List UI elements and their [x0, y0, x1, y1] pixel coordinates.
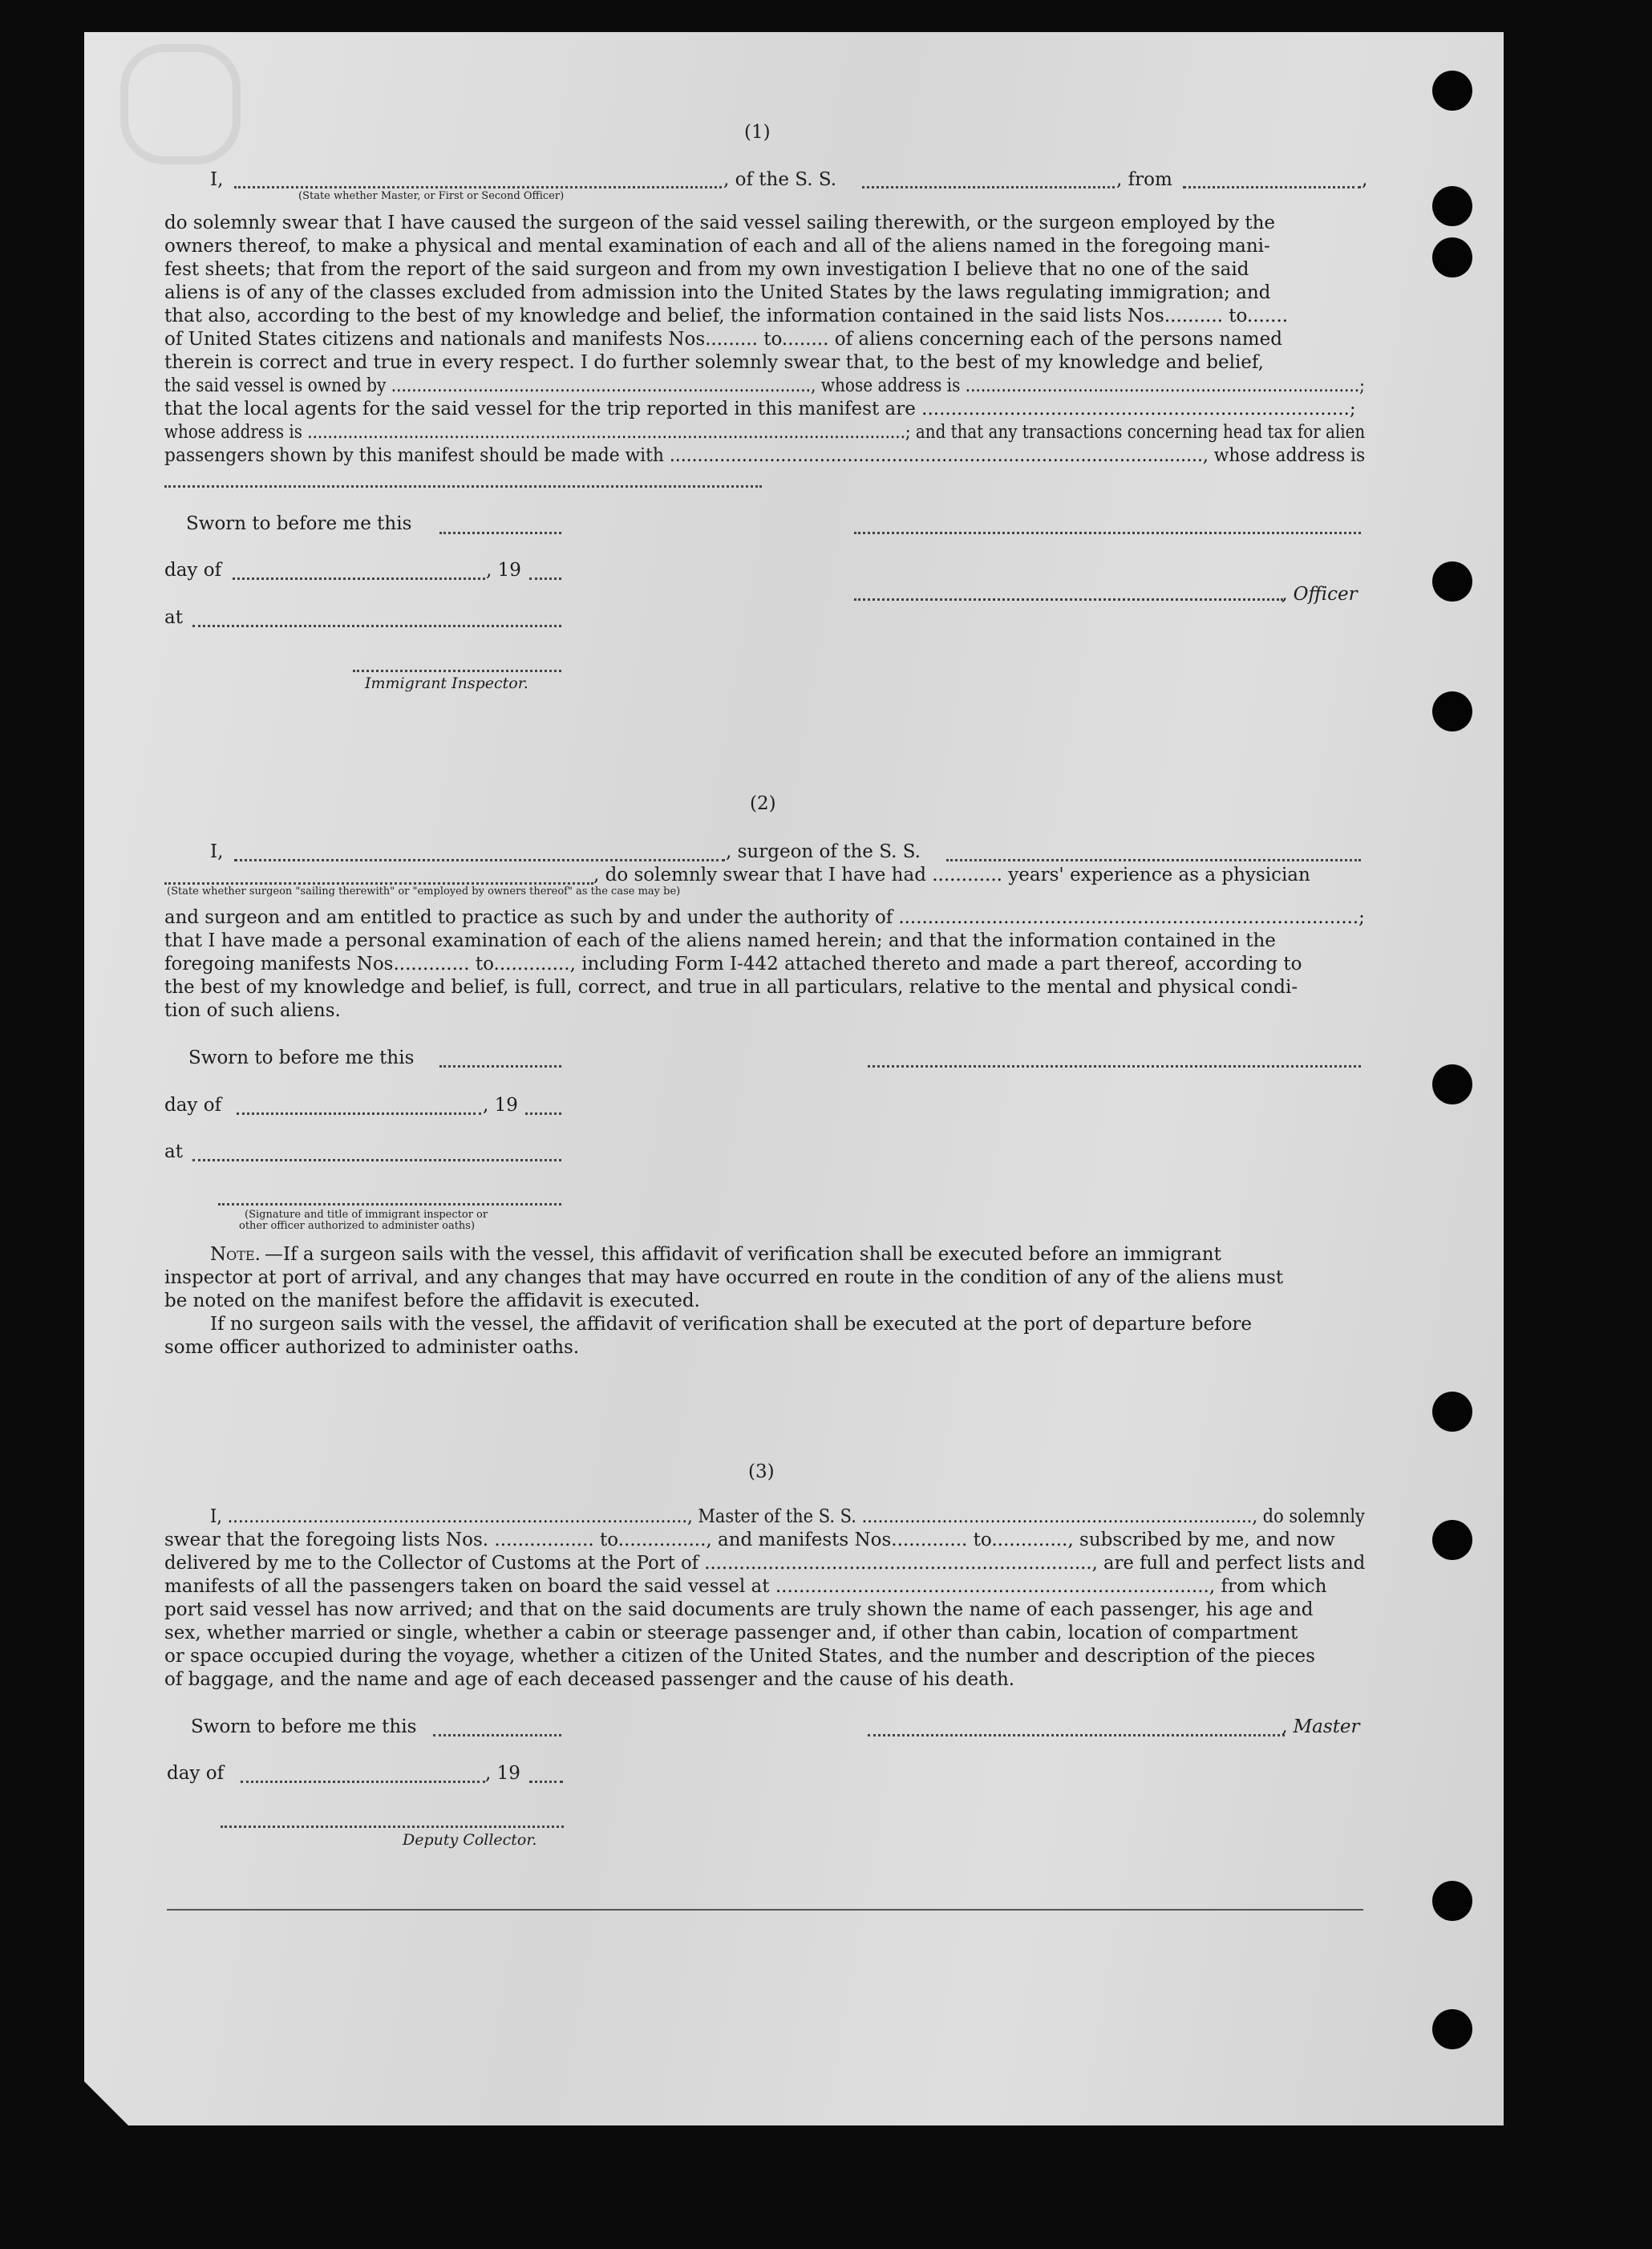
s1-from-label: , from — [1116, 169, 1172, 190]
s2-sworn-field[interactable] — [439, 1065, 561, 1068]
s2-note-line: —If a surgeon sails with the vessel, this affidavit of verification shall be executed before an immigrant — [265, 1244, 1221, 1265]
s1-body-line: owners thereof, to make a physical and mental examination of each and all of the aliens named in the foregoing mani- — [164, 236, 1270, 257]
s2-surgeon-status-field[interactable] — [164, 882, 593, 885]
s1-sworn-field[interactable] — [439, 532, 561, 534]
s2-note-label: Note. — [210, 1244, 261, 1265]
bottom-rule — [167, 1909, 1363, 1911]
s2-year-field[interactable] — [525, 1112, 561, 1115]
s1-at-label: at — [164, 607, 183, 628]
s1-at-field[interactable] — [192, 625, 561, 627]
s2-note2-line: some officer authorized to administer oaths. — [164, 1337, 580, 1358]
s2-signature-caption: other officer authorized to administer oaths) — [239, 1220, 476, 1232]
s2-day-field[interactable] — [237, 1112, 481, 1115]
punch-hole — [1432, 2009, 1472, 2049]
s1-from-field[interactable] — [1183, 186, 1361, 188]
s2-sworn-label: Sworn to before me this — [188, 1048, 415, 1068]
s2-body-line: and surgeon and am entitled to practice as such by and under the authority of ...............................................................................; — [164, 907, 1365, 928]
s1-officer-signature-field[interactable] — [854, 532, 1361, 534]
s3-nineteen-label: , 19 — [485, 1763, 520, 1784]
s3-sworn-field[interactable] — [433, 1734, 561, 1736]
s2-surgeon-name-field[interactable] — [234, 859, 725, 861]
s1-body-line: fest sheets; that from the report of the said surgeon and from my own investigation I believe that no one of the said — [164, 259, 1249, 280]
punch-hole — [1432, 1064, 1472, 1104]
s2-day-of-label: day of — [164, 1095, 222, 1116]
s2-note2-line: If no surgeon sails with the vessel, the affidavit of verification shall be executed at the port of departure before — [210, 1314, 1253, 1335]
s3-master-signature-field[interactable] — [868, 1734, 1285, 1736]
s3-year-field[interactable] — [529, 1781, 563, 1783]
s2-nineteen-label: , 19 — [483, 1095, 518, 1116]
s1-body-line: therein is correct and true in every respect. I do further solemnly swear that, to the best of my knowledge and belief, — [164, 352, 1264, 373]
s2-surgeon-of-label: , surgeon of the S. S. — [726, 841, 921, 862]
s2-note-line: be noted on the manifest before the affidavit is executed. — [164, 1291, 700, 1311]
s1-body-line: the said vessel is owned by .................................................................................., whose address is .............................................................................; — [164, 375, 1365, 396]
s1-body-line: whose address is ......................................................................................................................; and that any transactions concerning head tax for alien — [164, 422, 1366, 443]
s2-signature-caption: (Signature and title of immigrant inspector or — [245, 1209, 488, 1221]
s2-note-line: inspector at port of arrival, and any changes that may have occurred en route in the condition of any of the aliens must — [164, 1267, 1284, 1288]
corner-tear — [84, 2081, 128, 2125]
s3-body-line: I, ......................................................................................, Master of the S. S. ........................................................................., do solemnly — [210, 1506, 1365, 1527]
s2-status-caption: (State whether surgeon "sailing therewith" or "employed by owners thereof" as the case may be) — [167, 885, 681, 898]
s3-body-line: delivered by me to the Collector of Customs at the Port of ..................................................................., are full and perfect lists and — [164, 1553, 1366, 1574]
s1-body-line: passengers shown by this manifest should be made with ................................................................................................, whose address is — [164, 445, 1366, 466]
punch-hole — [1432, 691, 1472, 731]
s2-swear-line: , do solemnly swear that I have had ............ years' experience as a physician — [593, 865, 1310, 885]
s2-body-line: the best of my knowledge and belief, is full, correct, and true in all particulars, relative to the mental and physical condi- — [164, 977, 1298, 998]
bleed-through-stamp — [120, 44, 241, 164]
section-3-heading: (3) — [748, 1461, 775, 1482]
s3-deputy-signature-field[interactable] — [221, 1826, 564, 1828]
s2-at-field[interactable] — [192, 1159, 561, 1161]
punch-hole — [1432, 237, 1472, 278]
s1-vessel-name-field[interactable] — [862, 186, 1115, 188]
s3-body-line: swear that the foregoing lists Nos. ................. to..............., and manifests Nos............. to............., subscribed by me, and now — [164, 1530, 1335, 1550]
section-1-heading: (1) — [744, 122, 771, 143]
s1-officer-caption: (State whether Master, or First or Second Officer) — [298, 190, 565, 202]
s3-day-of-label: day of — [167, 1763, 225, 1784]
s1-body-line: do solemnly swear that I have caused the surgeon of the said vessel sailing therewith, or the surgeon employed by the — [164, 213, 1276, 233]
s1-officer-title-field[interactable] — [854, 598, 1283, 601]
s3-body-line: sex, whether married or single, whether a cabin or steerage passenger and, if other than cabin, location of compartment — [164, 1623, 1298, 1643]
s3-body-line: port said vessel has now arrived; and that on the said documents are truly shown the name of each passenger, his age and — [164, 1599, 1314, 1620]
s1-address-continuation-field[interactable] — [164, 485, 762, 488]
s2-body-line: foregoing manifests Nos............. to............., including Form I-442 attached thereto and made a part thereof, according to — [164, 954, 1302, 975]
s1-body-line: of United States citizens and nationals and manifests Nos......... to........ of aliens concerning each of the persons named — [164, 329, 1282, 350]
punch-hole — [1432, 1520, 1472, 1560]
s3-body-line: or space occupied during the voyage, whether a citizen of the United States, and the number and description of the pieces — [164, 1646, 1315, 1667]
punch-hole — [1432, 1881, 1472, 1921]
s3-master-label: , Master — [1282, 1716, 1360, 1737]
s1-day-of-label: day of — [164, 560, 222, 581]
s2-i-label: I, — [210, 841, 224, 862]
s1-day-field[interactable] — [233, 577, 485, 580]
punch-hole — [1432, 1392, 1472, 1432]
s3-body-line: manifests of all the passengers taken on board the said vessel at .........................................................................., from which — [164, 1576, 1327, 1597]
s1-year-field[interactable] — [529, 577, 561, 580]
s3-day-field[interactable] — [241, 1781, 485, 1783]
s2-at-label: at — [164, 1141, 183, 1162]
punch-hole — [1432, 561, 1472, 602]
s1-body-line: aliens is of any of the classes excluded from admission into the United States by the laws regulating immigration; and — [164, 282, 1271, 303]
s2-body-line: that I have made a personal examination of each of the aliens named herein; and that the information contained in the — [164, 930, 1276, 951]
s1-body-line: that the local agents for the said vessel for the trip reported in this manifest are .........................................................................; — [164, 399, 1356, 419]
s2-body-line: tion of such aliens. — [164, 1000, 341, 1021]
s1-officer-label: , Officer — [1282, 584, 1358, 605]
s3-sworn-label: Sworn to before me this — [191, 1716, 417, 1737]
s1-comma: , — [1362, 169, 1368, 190]
s2-surgeon-signature-field[interactable] — [868, 1065, 1361, 1068]
s2-inspector-signature-field[interactable] — [218, 1203, 561, 1206]
punch-hole — [1432, 71, 1472, 111]
s2-vessel-name-field[interactable] — [946, 859, 1361, 861]
punch-hole — [1432, 186, 1472, 226]
section-2-heading: (2) — [750, 793, 776, 814]
s1-officer-name-field[interactable] — [234, 186, 722, 188]
s1-inspector-label: Immigrant Inspector. — [365, 675, 528, 692]
s1-body-line: that also, according to the best of my knowledge and belief, the information contained in the said lists Nos.......... to....... — [164, 306, 1289, 326]
s3-body-line: of baggage, and the name and age of each deceased passenger and the cause of his death. — [164, 1669, 1015, 1690]
s1-of-ss-label: , of the S. S. — [723, 169, 837, 190]
s1-i-label: I, — [210, 169, 224, 190]
s1-nineteen-label: , 19 — [486, 560, 521, 581]
s1-sworn-label: Sworn to before me this — [186, 513, 412, 534]
s3-deputy-label: Deputy Collector. — [403, 1831, 537, 1849]
